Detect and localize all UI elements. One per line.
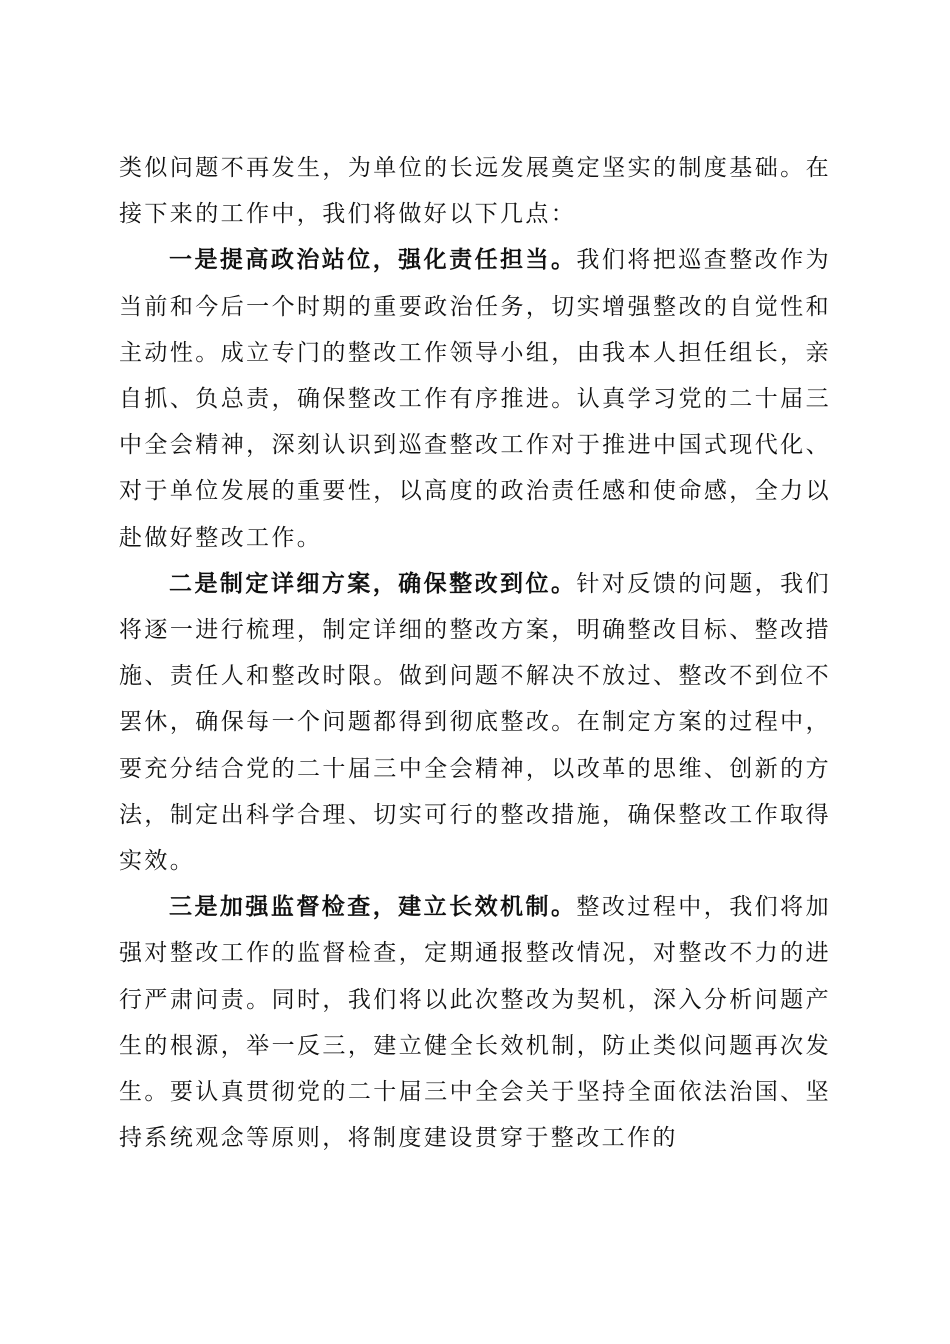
paragraph-point-1 <box>119 237 831 560</box>
paragraph-continuation <box>119 145 831 237</box>
paragraph-text: 针对反馈的问题，我们将逐一进行梳理，制定详细的整改方案，明确整改目标、整改措施、责任人和整改时限。做到问题不解决不放过、整改不到位不罢休，确保每一个问题都得到彻底整改。在制定方案的过程中，要充分结合党的二十届三中全会精神，以改革的思维、创新的方法，制定出科学合理、切实可行的整改措施，确保整改工作取得实效。 <box>119 570 831 875</box>
document-page <box>119 145 831 1161</box>
paragraph-lead: 一是提高政治站位，强化责任担当。 <box>169 246 577 274</box>
paragraph-lead: 三是加强监督检查，建立长效机制。 <box>169 893 577 921</box>
paragraph-point-2 <box>119 561 831 884</box>
paragraph-point-3 <box>119 884 831 1161</box>
paragraph-text: 整改过程中，我们将加强对整改工作的监督检查，定期通报整改情况，对整改不力的进行严肃问责。同时，我们将以此次整改为契机，深入分析问题产生的根源，举一反三，建立健全长效机制，防止类似问题再次发生。要认真贯彻党的二十届三中全会关于坚持全面依法治国、坚持系统观念等原则，将制度建设贯穿于整改工作的 <box>119 894 831 1152</box>
paragraph-text: 我们将把巡查整改作为当前和今后一个时期的重要政治任务，切实增强整改的自觉性和主动性。成立专门的整改工作领导小组，由我本人担任组长，亲自抓、负总责，确保整改工作有序推进。认真学习党的二十届三中全会精神，深刻认识到巡查整改工作对于推进中国式现代化、对于单位发展的重要性，以高度的政治责任感和使命感，全力以赴做好整改工作。 <box>119 247 831 551</box>
paragraph-text: 类似问题不再发生，为单位的长远发展奠定坚实的制度基础。在接下来的工作中，我们将做好以下几点： <box>119 155 831 228</box>
paragraph-lead: 二是制定详细方案，确保整改到位。 <box>169 569 577 597</box>
